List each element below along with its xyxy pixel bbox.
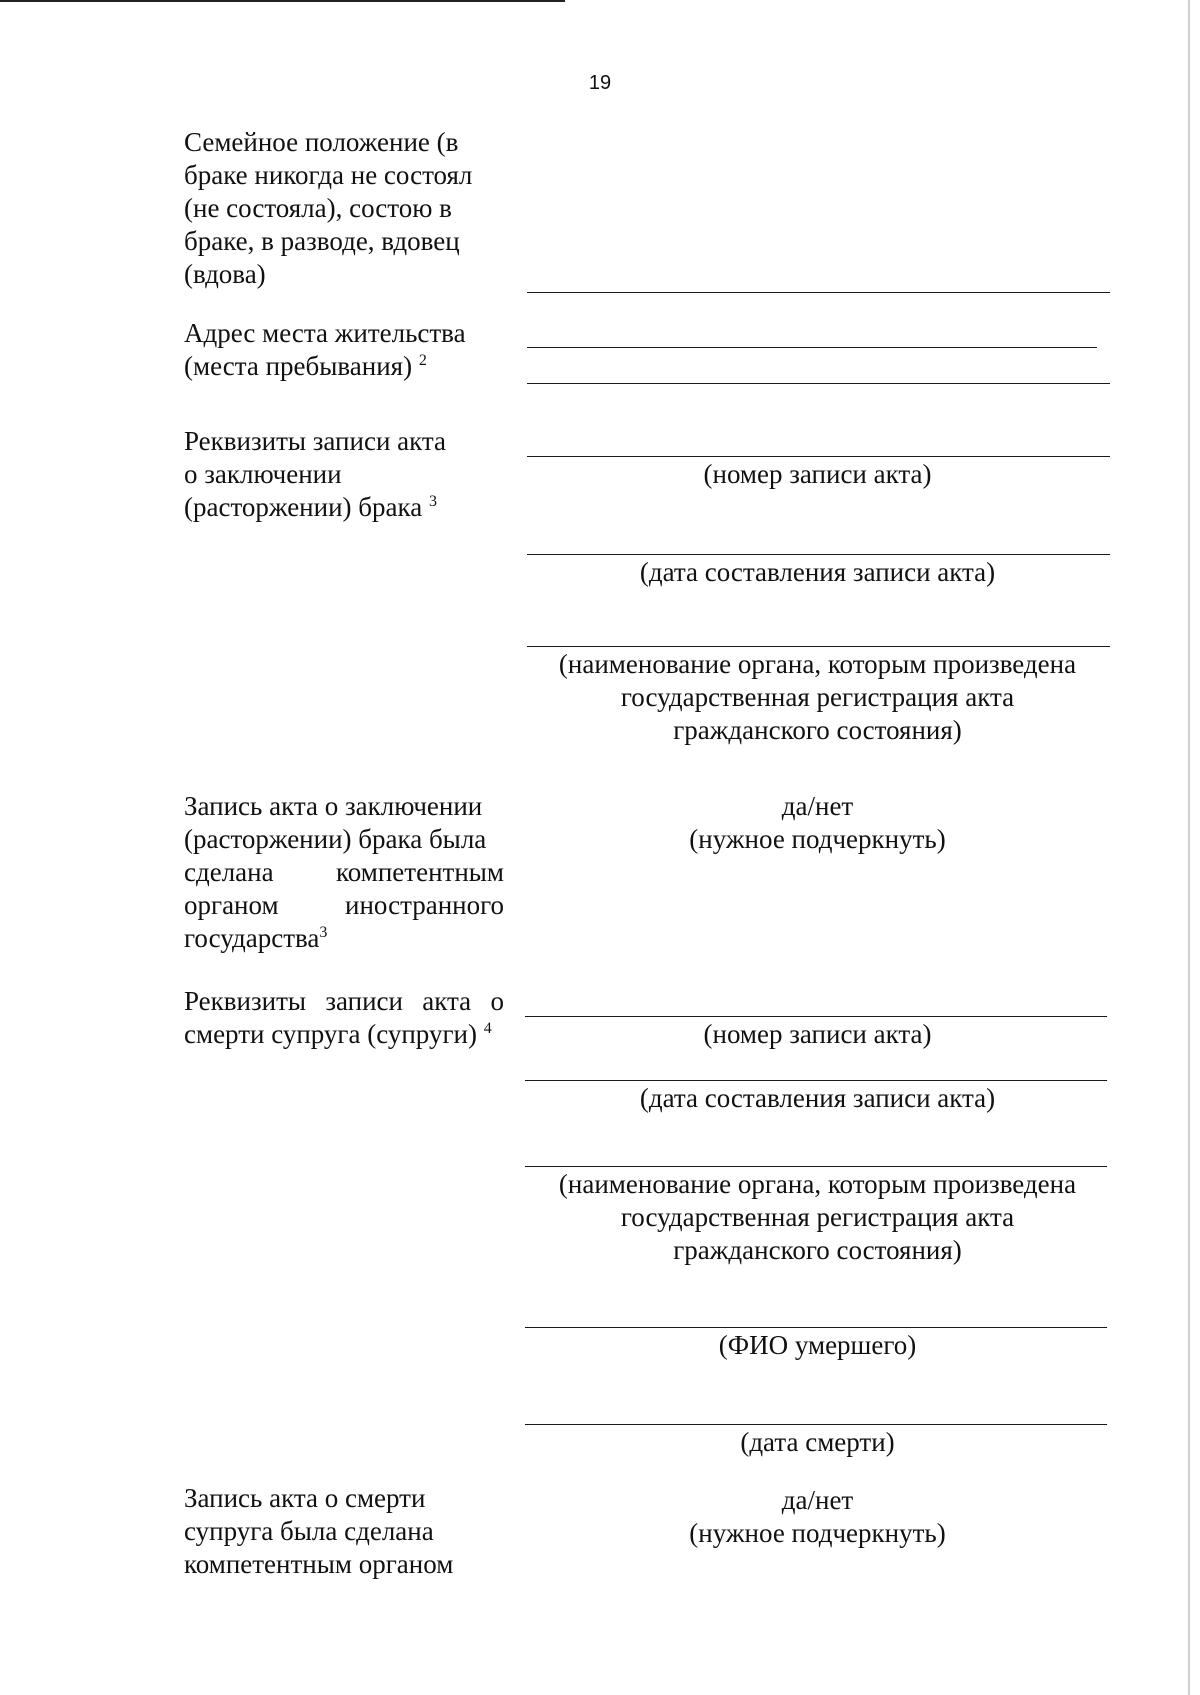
- foreign-marriage-label: Запись акта о заключении (расторжении) брака была сделана компетентным органом иностранного государства$^3$: [184, 791, 504, 953]
- marital-status-label: Семейное положение (в браке никогда не состоял (не состояла), состою в браке, в разводе, вдовец (вдова): [184, 127, 473, 289]
- answer-options[interactable]: да/нет: [781, 1485, 854, 1515]
- deceased-name-caption: (ФИО умершего): [718, 1330, 917, 1360]
- death-date-caption: (дата смерти): [740, 1427, 895, 1457]
- death-record-number-caption: (номер записи акта): [703, 1019, 932, 1049]
- marriage-record-number-field[interactable]: [527, 456, 1110, 457]
- death-record-date-caption: (дата составления записи акта): [639, 1083, 996, 1113]
- residence-field-line-1[interactable]: [527, 347, 1097, 348]
- marriage-record-authority-field[interactable]: [527, 646, 1110, 647]
- footnote-marker: 2: [418, 352, 427, 369]
- foreign-marriage-answer[interactable]: [525, 790, 1110, 856]
- death-date-field[interactable]: [525, 1424, 1107, 1425]
- scan-border-top: [0, 0, 565, 2]
- answer-hint: (нужное подчеркнуть): [689, 1518, 946, 1548]
- foreign-death-answer[interactable]: [525, 1484, 1110, 1550]
- marriage-record-authority-caption: (наименование органа, которым произведена государственная регистрация акта гражданского состояния): [558, 649, 1077, 745]
- residence-label: Адрес места жительства (места пребывания) $^2$: [184, 318, 466, 381]
- scan-border-right: [1188, 0, 1190, 1695]
- page-number: 19: [588, 72, 612, 94]
- death-record-authority-field[interactable]: [525, 1166, 1107, 1167]
- death-record-number-field[interactable]: [525, 1016, 1107, 1017]
- death-record-date-field[interactable]: [525, 1080, 1107, 1081]
- death-record-label: Реквизиты записи акта о смерти супруга (супруги) $^4$: [184, 986, 504, 1049]
- residence-field-line-2[interactable]: [527, 383, 1110, 384]
- marriage-record-label: Реквизиты записи акта о заключении (расторжении) брака $^3$: [184, 426, 446, 522]
- marital-status-field[interactable]: [527, 292, 1110, 293]
- marriage-record-number-caption: (номер записи акта): [703, 459, 932, 489]
- footnote-marker: 4: [483, 1020, 492, 1037]
- answer-options[interactable]: да/нет: [781, 791, 854, 821]
- death-record-authority-caption: (наименование органа, которым произведена государственная регистрация акта гражданского состояния): [558, 1169, 1077, 1265]
- foreign-death-label: Запись акта о смерти супруга была сделана компетентным органом: [184, 1483, 454, 1579]
- footnote-marker: 3: [319, 924, 328, 941]
- footnote-marker: 3: [428, 493, 437, 510]
- marriage-record-date-field[interactable]: [527, 554, 1110, 555]
- marriage-record-date-caption: (дата составления записи акта): [639, 557, 996, 587]
- answer-hint: (нужное подчеркнуть): [689, 824, 946, 854]
- deceased-name-field[interactable]: [525, 1327, 1107, 1328]
